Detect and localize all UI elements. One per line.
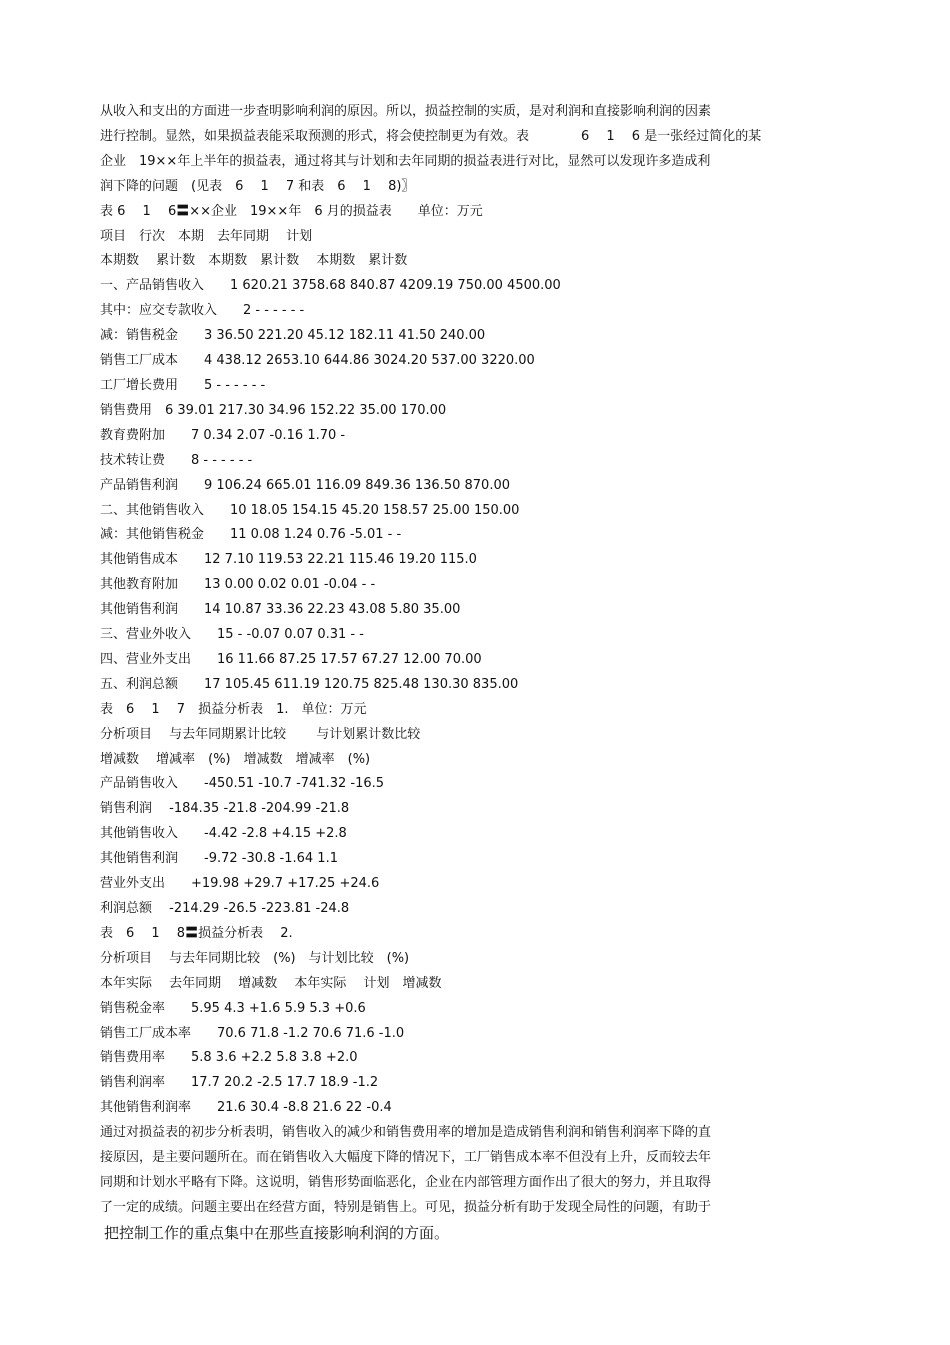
table-row: 减：销售税金 3 36.50 221.20 45.12 182.11 41.50 240.00 (100, 328, 486, 344)
table-row: 销售利润 -184.35 -21.8 -204.99 -21.8 (100, 801, 350, 817)
table-row: 产品销售收入 -450.51 -10.7 -741.32 -16.5 (100, 776, 385, 792)
paragraph-line: 了一定的成绩。问题主要出在经营方面，特别是销售上。可见，损益分析有助于发现全局性的问题，有助于 (100, 1199, 712, 1215)
table-6-1-8-title: 表 6 1 8〓损益分析表 2. (100, 925, 293, 941)
table-row: 其中：应交专款收入 2 - - - - - - (100, 303, 305, 319)
paragraph-line: 企业 19××年上半年的损益表，通过将其与计划和去年同期的损益表进行对比，显然可以发现许多造成利 (100, 153, 711, 169)
table-row: 销售税金率 5.95 4.3 +1.6 5.9 5.3 +0.6 (100, 1000, 366, 1016)
table-row: 销售费用率 5.8 3.6 +2.2 5.8 3.8 +2.0 (100, 1050, 358, 1066)
table-6-1-8-header: 分析项目 与去年同期比较 (%) 与计划比较 (%) (100, 950, 410, 966)
table-6-1-7-subheader: 增减数 增减率 (%) 增减数 增减率 (%) (100, 751, 371, 767)
table-6-1-7-header: 分析项目 与去年同期累计比较 与计划累计数比较 (100, 726, 421, 742)
table-row: 技术转让费 8 - - - - - - (100, 452, 253, 468)
table-6-1-6-header: 项目 行次 本期 去年同期 计划 (100, 228, 313, 244)
table-row: 销售费用 6 39.01 217.30 34.96 152.22 35.00 170.00 (100, 402, 447, 418)
table-row: 五、利润总额 17 105.45 611.19 120.75 825.48 130.30 835.00 (100, 676, 519, 692)
table-row: 教育费附加 7 0.34 2.07 -0.16 1.70 - (100, 427, 346, 443)
table-row: 一、产品销售收入 1 620.21 3758.68 840.87 4209.19 750.00 4500.00 (100, 278, 561, 294)
table-row: 产品销售利润 9 106.24 665.01 116.09 849.36 136.50 870.00 (100, 477, 510, 493)
table-row: 其他销售利润 14 10.87 33.36 22.23 43.08 5.80 35.00 (100, 602, 461, 618)
table-row: 其他教育附加 13 0.00 0.02 0.01 -0.04 - - (100, 577, 376, 593)
table-row: 其他销售利润 -9.72 -30.8 -1.64 1.1 (100, 851, 338, 867)
table-row: 营业外支出 +19.98 +29.7 +17.25 +24.6 (100, 876, 380, 892)
table-row: 销售利润率 17.7 20.2 -2.5 17.7 18.9 -1.2 (100, 1075, 379, 1091)
table-row: 三、营业外收入 15 - -0.07 0.07 0.31 - - (100, 627, 364, 643)
table-6-1-6-title: 表 6 1 6〓××企业 19××年 6 月的损益表 单位：万元 (100, 203, 483, 219)
table-row: 工厂增长费用 5 - - - - - - (100, 377, 266, 393)
table-row: 销售工厂成本率 70.6 71.8 -1.2 70.6 71.6 -1.0 (100, 1025, 405, 1041)
paragraph-line: 从收入和支出的方面进一步查明影响利润的原因。所以，损益控制的实质，是对利润和直接影响利润的因素 (100, 104, 712, 119)
table-row: 利润总额 -214.29 -26.5 -223.81 -24.8 (100, 901, 350, 916)
paragraph-line: 把控制工作的重点集中在那些直接影响利润的方面。 (104, 1223, 450, 1242)
paragraph-line: 进行控制。显然，如果损益表能采取预测的形式，将会使控制更为有效。表 6 1 6 是一张经过简化的某 (100, 128, 762, 144)
table-6-1-8-subheader: 本年实际 去年同期 增减数 本年实际 计划 增减数 (100, 975, 442, 991)
table-row: 其他销售成本 12 7.10 119.53 22.21 115.46 19.20 115.0 (100, 552, 477, 568)
table-row: 其他销售利润率 21.6 30.4 -8.8 21.6 22 -0.4 (100, 1100, 392, 1116)
document-body (100, 100, 860, 1246)
paragraph-line: 通过对损益表的初步分析表明，销售收入的减少和销售费用率的增加是造成销售利润和销售利润率下降的直 (100, 1125, 712, 1141)
paragraph-line: 润下降的问题 (见表 6 1 7 和表 6 1 8)〗 (100, 178, 415, 194)
table-row: 减：其他销售税金 11 0.08 1.24 0.76 -5.01 - - (100, 527, 402, 543)
table-6-1-6-subheader: 本期数 累计数 本期数 累计数 本期数 累计数 (100, 253, 408, 269)
paragraph-line: 接原因，是主要问题所在。而在销售收入大幅度下降的情况下，工厂销售成本率不但没有上升，反而较去年 (100, 1150, 712, 1166)
table-row: 二、其他销售收入 10 18.05 154.15 45.20 158.57 25.00 150.00 (100, 502, 520, 518)
table-row: 销售工厂成本 4 438.12 2653.10 644.86 3024.20 537.00 3220.00 (100, 353, 535, 369)
table-row: 四、营业外支出 16 11.66 87.25 17.57 67.27 12.00 70.00 (100, 651, 482, 667)
paragraph-line: 同期和计划水平略有下降。这说明，销售形势面临恶化，企业在内部管理方面作出了很大的努力，并且取得 (100, 1174, 712, 1190)
table-row: 其他销售收入 -4.42 -2.8 +4.15 +2.8 (100, 826, 347, 842)
table-6-1-7-title: 表 6 1 7 损益分析表 1. 单位：万元 (100, 701, 367, 717)
